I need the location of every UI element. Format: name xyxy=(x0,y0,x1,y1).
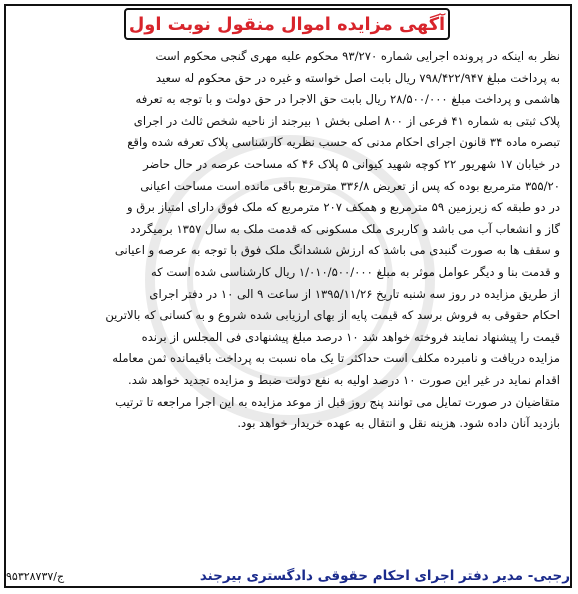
body-line: متقاضیان در صورت تمایل می توانند پنج روز قبل از موعد مزایده به این اجرا مراجعه تا ترتیب xyxy=(115,394,560,409)
ad-code: ج/۹۵۳۲۸۷۳۷ xyxy=(6,569,65,583)
body-line: در خیابان ۱۷ شهریور ۲۲ کوچه شهید کیوانی ۵ پلاک ۴۶ که مساحت عرصه در حال حاضر xyxy=(143,156,560,171)
body-line: در دو طبقه که زیرزمین ۵۹ مترمربع و همکف ۲۰۷ مترمربع که ملک فوق دارای امتیاز برق و xyxy=(126,200,560,215)
body-line: اقدام نماید در غیر این صورت ۱۰ درصد اولیه به نفع دولت ضبط و مزایده تجدید خواهد شد. xyxy=(128,372,560,387)
body-line: و قدمت بنا و دیگر عوامل موثر به مبلغ ۱/۰۱۰/۵۰۰/۰۰۰ ریال کارشناسی شده است که xyxy=(150,264,560,279)
body-line: ۳۵۵/۲۰ مترمربع بوده که پس از تعریض ۳۳۶/۸ مترمربع باقی مانده است مساحت اعیانی xyxy=(140,178,560,193)
notice-title: آگهی مزایده اموال منقول نوبت اول xyxy=(128,13,446,35)
body-line: از طریق مزایده در روز سه شنبه تاریخ ۱۳۹۵/۱۱/۲۶ از ساعت ۹ الی ۱۰ در دفتر اجرای xyxy=(149,286,560,301)
notice-body xyxy=(14,46,560,435)
body-line: احکام حقوقی به فروش برسد که قیمت پایه از بهای ارزیابی شده شروع و به کسانی که بالاترین xyxy=(105,308,560,323)
title-box xyxy=(124,8,450,40)
body-line: پلاک ثبتی به شماره ۴۱ فرعی از ۸۰۰ اصلی بخش ۱ بیرجند از ناحیه شخص ثالث در اجرای xyxy=(133,113,560,128)
body-line: هاشمی و پرداخت مبلغ ۲۸/۵۰۰/۰۰۰ ریال بابت حق الاجرا در حق دولت و با توجه به تعرفه xyxy=(135,92,560,107)
body-line: مزایده دریافت و نامبرده مکلف است حداکثر تا یک ماه نسبت به پرداخت باقیمانده ثمن معامله xyxy=(112,351,560,366)
notice-footer xyxy=(6,564,570,588)
body-line: گاز و انشعاب آب می باشد و کاربری ملک مسکونی که قدمت ملک به سال ۱۳۵۷ برمیگردد xyxy=(130,221,560,236)
body-line: و سقف ها به صورت گنبدی می باشد که ارزش ششدانگ ملک فوق با توجه به عرصه و اعیانی xyxy=(114,243,560,258)
body-line: بازدید آنان داده شود. هزینه نقل و انتقال به عهده خریدار خواهد بود. xyxy=(237,416,560,431)
body-line: به پرداخت مبلغ ۷۹۸/۴۲۲/۹۴۷ ریال بابت اصل خواسته و غیره در حق محکوم له سعید xyxy=(155,70,560,85)
body-line: قیمت را پیشنهاد نمایند فروخته خواهد شد ۱۰ درصد مبلغ پیشنهادی فی المجلس از برنده xyxy=(141,329,560,344)
body-line: تبصره ماده ۳۴ قانون اجرای احکام مدنی که حسب نظریه کارشناسی پلاک تعرفه شده واقع xyxy=(127,135,560,150)
signature: رجبی- مدیر دفتر اجرای احکام حقوقی دادگستری بیرجند xyxy=(199,568,570,584)
body-line: نظر به اینکه در پرونده اجرایی شماره ۹۳/۲۷۰ محکوم علیه مهری گنجی محکوم است xyxy=(155,49,560,63)
